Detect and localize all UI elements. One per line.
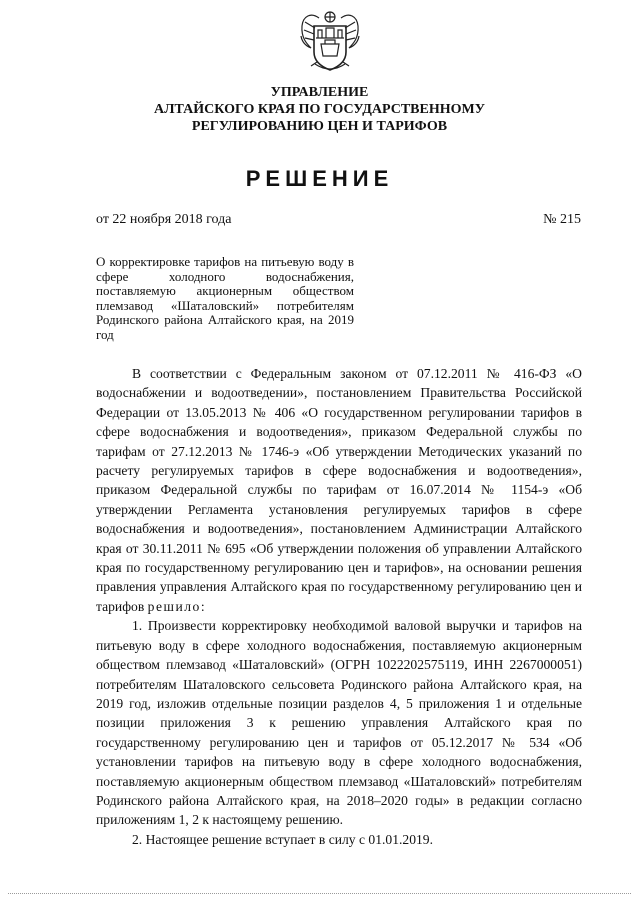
document-title: РЕШЕНИЕ: [245, 166, 394, 191]
decided-colon: :: [200, 598, 205, 614]
preamble-paragraph: [96, 364, 582, 616]
point-1: 1. Произвести корректировку необходимой валовой выручки и тарифов на питьевую воду в сфере холодного водоснабжения, поставляемую акционерным обществом племзавод «Шаталовский» (ОГРН 1022202575119, ИНН 2267000051) потребителям Шаталовского сельсовета Родинского района Алтайского края, на 2019 год, изложив отдельные позиции разделов 4, 5 приложения 1 и отдельные позиции приложения 3 к решению управления Алтайского края по государственному регулированию цен и тарифов от 05.12.2017 № 534 «Об установлении тарифов на питьевую воду в сфере холодного водоснабжения, поставляемую акционерным обществом племзавод «Шаталовский» потребителям Родинского района Алтайского края, на 2018–2020 годы» в редакции согласно приложениям 1, 2 к настоящему решению.: [96, 618, 582, 828]
document-subject: О корректировке тарифов на питьевую воду в сфере холодного водоснабжения, поставляемую акционерным обществом племзавод «Шаталовский» потребителям Родинского района Алтайского края, на 2019 год: [96, 254, 354, 342]
org-name-line-1: УПРАВЛЕНИЕ: [270, 85, 369, 100]
coat-of-arms-icon: [299, 8, 361, 76]
org-name-line-2: АЛТАЙСКОГО КРАЯ ПО ГОСУДАРСТВЕННОМУ: [154, 102, 485, 117]
document-number: № 215: [543, 212, 581, 227]
org-name-line-3: РЕГУЛИРОВАНИЮ ЦЕН И ТАРИФОВ: [191, 119, 448, 134]
page-bottom-divider: [8, 893, 631, 894]
document-date: от 22 ноября 2018 года: [96, 212, 232, 227]
decided-word: решило: [147, 598, 201, 614]
point-2: 2. Настоящее решение вступает в силу с 01.01.2019.: [132, 831, 433, 847]
preamble-text: В соответствии с Федеральным законом от 07.12.2011 № 416-ФЗ «О водоснабжении и водоотведении», постановлением Правительства Российской Федерации от 13.05.2013 № 406 «О государственном регулировании тарифов в сфере водоснабжения и водоотведения», приказом Федеральной службы по тарифам от 27.12.2013 № 1746-э «Об утверждении Методических указаний по расчету регулируемых тарифов в сфере водоснабжения и водоотведения», приказом Федеральной службы по тарифам от 16.07.2014 № 1154-э «Об утверждении Регламента установления регулируемых тарифов в сфере водоснабжения и водоотведения», постановлением Администрации Алтайского края от 30.11.2011 № 695 «Об утверждении положения об управлении Алтайского края по государственному регулированию цен и тарифов», на основании решения правления управления Алтайского края по государственному регулированию цен и тарифов: [96, 366, 582, 614]
document-body: [96, 364, 582, 849]
